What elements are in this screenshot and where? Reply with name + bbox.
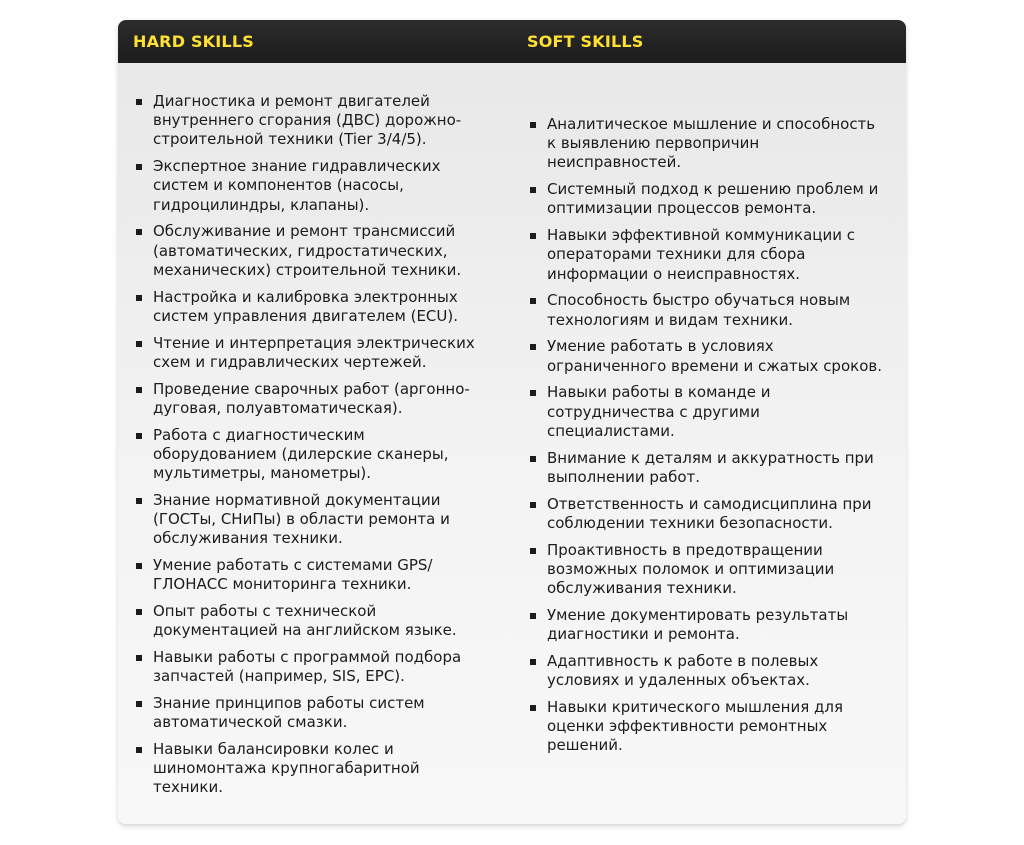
skill-text: Ответственность и самодисциплина при соблюдении техники безопасности. — [547, 494, 872, 532]
skill-text: Способность быстро обучаться новым технологиям и видам техники. — [547, 291, 851, 329]
bullet-icon — [530, 659, 536, 665]
skill-text: Знание нормативной документации (ГОСТы, СНиПы) в области ремонта и обслуживания техники. — [153, 490, 450, 548]
list-item — [135, 380, 489, 418]
skill-text: Работа с диагностическим оборудованием (дилерские сканеры, мультиметры, манометры). — [153, 425, 449, 483]
skill-text: Навыки критического мышления для оценки эффективности ремонтных решений. — [547, 697, 843, 755]
bullet-icon — [530, 390, 536, 396]
bullet-icon — [530, 548, 536, 554]
bullet-icon — [530, 705, 536, 711]
list-item — [135, 334, 489, 372]
bullet-icon — [136, 655, 142, 661]
bullet-icon — [530, 456, 536, 462]
skills-card — [118, 20, 906, 824]
list-item — [135, 92, 489, 150]
soft-skills-heading: SOFT SKILLS — [527, 32, 644, 51]
list-item — [529, 698, 883, 756]
hard-skills-list — [135, 92, 489, 805]
list-item — [529, 652, 883, 690]
list-item — [529, 115, 883, 173]
bullet-icon — [136, 701, 142, 707]
skill-text: Навыки работы в команде и сотрудничества с другими специалистами. — [547, 383, 771, 440]
list-item — [135, 648, 489, 686]
skill-text: Умение документировать результаты диагностики и ремонта. — [547, 605, 849, 644]
bullet-icon — [530, 187, 536, 193]
bullet-icon — [530, 298, 536, 304]
list-item — [135, 157, 489, 215]
skill-text: Проведение сварочных работ (аргонно-дуговая, полуавтоматическая). — [153, 379, 470, 417]
bullet-icon — [136, 295, 142, 301]
bullet-icon — [136, 229, 142, 235]
list-item — [529, 383, 883, 441]
bullet-icon — [530, 344, 536, 350]
list-item — [135, 740, 489, 798]
skill-text: Диагностика и ремонт двигателей внутреннего сгорания (ДВС) дорожно-строительной техники (Tier 3/4/5). — [153, 92, 462, 149]
skill-text: Навыки балансировки колес и шиномонтажа крупногабаритной техники. — [153, 740, 420, 797]
list-item — [135, 491, 489, 549]
bullet-icon — [136, 563, 142, 569]
list-item — [135, 288, 489, 326]
list-item — [135, 694, 489, 732]
bullet-icon — [136, 609, 142, 615]
skill-text: Умение работать с системами GPS/ ГЛОНАСС мониторинга техники. — [153, 556, 433, 594]
skill-text: Опыт работы с технической документацией на английском языке. — [153, 602, 457, 640]
skill-text: Навыки эффективной коммуникации с операторами техники для сбора информации о неисправностях. — [547, 226, 856, 283]
list-item — [529, 226, 883, 284]
skill-text: Проактивность в предотвращении возможных поломок и оптимизации обслуживания техники. — [547, 540, 835, 598]
list-item — [529, 541, 883, 599]
list-item — [135, 222, 489, 280]
bullet-icon — [136, 747, 142, 753]
soft-skills-list — [529, 115, 883, 763]
skill-text: Чтение и интерпретация электрических схем и гидравлических чертежей. — [153, 333, 475, 371]
skill-text: Настройка и калибровка электронных систем управления двигателем (ECU). — [153, 287, 458, 325]
bullet-icon — [136, 387, 142, 393]
skill-text: Экспертное знание гидравлических систем и компонентов (насосы, гидроцилиндры, клапаны). — [153, 157, 441, 214]
list-item — [529, 495, 883, 533]
bullet-icon — [136, 341, 142, 347]
skill-text: Системный подход к решению проблем и оптимизации процессов ремонта. — [547, 180, 879, 218]
list-item — [135, 426, 489, 484]
hard-skills-heading: HARD SKILLS — [133, 32, 254, 51]
list-item — [529, 606, 883, 644]
bullet-icon — [136, 164, 142, 170]
skill-text: Навыки работы с программой подбора запчастей (например, SIS, EPC). — [153, 648, 462, 686]
skill-text: Адаптивность к работе в полевых условиях и удаленных объектах. — [547, 651, 819, 690]
list-item — [529, 337, 883, 375]
skill-text: Умение работать в условиях ограниченного времени и сжатых сроков. — [547, 337, 882, 375]
skill-text: Обслуживание и ремонт трансмиссий (автоматических, гидростатических, механических) строительной техники. — [153, 222, 462, 279]
skill-text: Знание принципов работы систем автоматической смазки. — [153, 694, 425, 732]
bullet-icon — [530, 122, 536, 128]
bullet-icon — [530, 502, 536, 508]
list-item — [135, 556, 489, 594]
list-item — [529, 291, 883, 329]
skill-text: Внимание к деталям и аккуратность при выполнении работ. — [547, 448, 874, 486]
skills-header — [118, 20, 906, 63]
skill-text: Аналитическое мышление и способность к выявлению первопричин неисправностей. — [547, 115, 876, 172]
bullet-icon — [136, 498, 142, 504]
list-item — [529, 449, 883, 487]
list-item — [135, 602, 489, 640]
list-item — [529, 180, 883, 218]
bullet-icon — [530, 233, 536, 239]
bullet-icon — [530, 613, 536, 619]
bullet-icon — [136, 433, 142, 439]
bullet-icon — [136, 99, 142, 105]
